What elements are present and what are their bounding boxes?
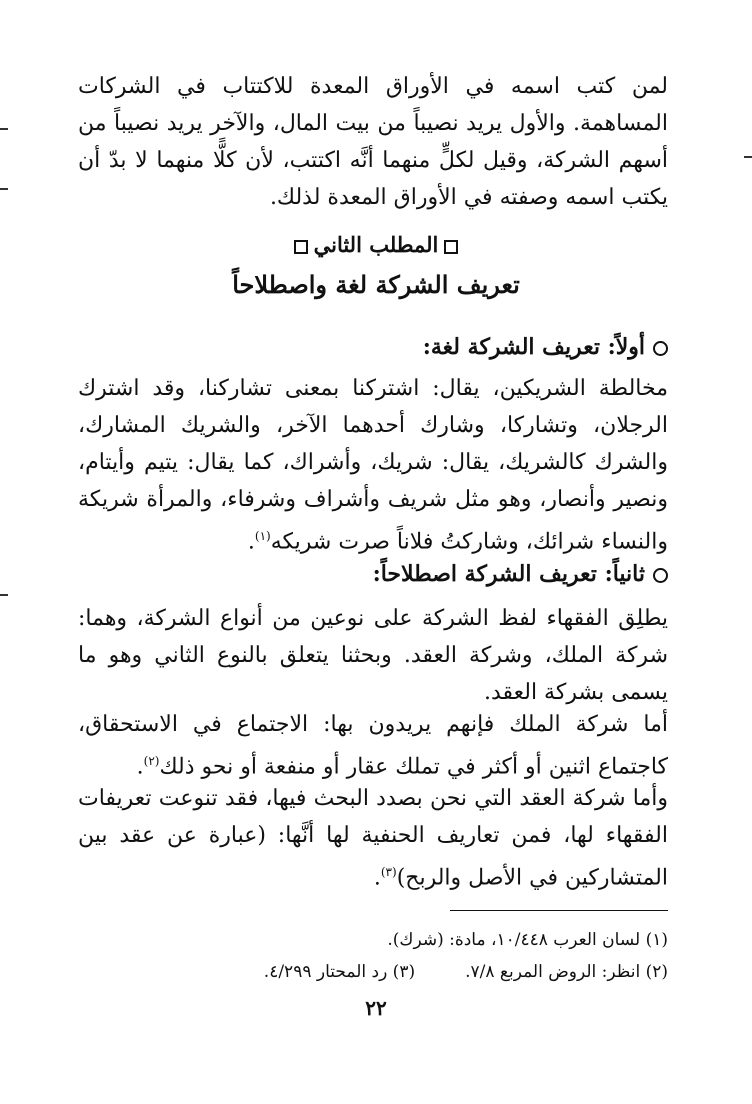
technical-paragraph-2: أما شركة الملك فإنهم يريدون بها: الاجتماع في الاستحقاق، كاجتماع اثنين أو أكثر في تملك عقار أو منفعة أو نحو ذلك$^{(٢)}$. xyxy=(78,712,668,780)
footnote-row xyxy=(78,956,668,988)
intro-paragraph: لمن كتب اسمه في الأوراق المعدة للاكتتاب في الشركات المساهمة. والأول يريد نصيباً من بيت المال، والآخر يريد نصيباً من أسهم الشركة، وقيل لكلٍّ منهما أنَّه اكتتب، لأن كلًّا منهما لا بدّ أن يكتب اسمه وصفته في الأوراق المعدة لذلك. xyxy=(78,74,668,210)
paragraph-text: أما شركة الملك فإنهم يريدون بها: الاجتماع في الاستحقاق، كاجتماع اثنين أو أكثر في تملك عقار أو منفعة أو نحو ذلك xyxy=(78,712,668,780)
square-bullet-icon xyxy=(444,240,458,254)
square-bullet-icon xyxy=(294,240,308,254)
margin-mark xyxy=(744,156,752,158)
footnote-2: (٢) انظر: الروض المربع ٧/٨. xyxy=(465,962,668,982)
footnotes xyxy=(78,924,668,988)
technical-paragraph-3: وأما شركة العقد التي نحن بصدد البحث فيها، فقد تنوعت تعريفات الفقهاء لها، فمن تعاريف الحنفية لها أنَّها: (عبارة عن عقد بين المتشاركين في الأصل والربح)$^{(٣)}$. xyxy=(78,786,668,891)
heading-text: ثانياً: تعريف الشركة اصطلاحاً: xyxy=(372,561,645,587)
footnote-ref: (٢) xyxy=(143,754,160,768)
footnote-ref: (١) xyxy=(254,529,271,543)
footnote-3: (٣) رد المحتار ٤/٢٩٩. xyxy=(263,962,416,982)
section-label-text: المطلب الثاني xyxy=(313,232,439,257)
footnote-divider xyxy=(450,910,668,911)
paragraph-text: وأما شركة العقد التي نحن بصدد البحث فيها، فقد تنوعت تعريفات الفقهاء لها، فمن تعاريف الحنفية لها أنَّها: (عبارة عن عقد بين المتشاركين في الأصل والربح) xyxy=(78,786,668,891)
technical-paragraph-1: يطلِق الفقهاء لفظ الشركة على نوعين من أنواع الشركة، وهما: شركة الملك، وشركة العقد. وبحثنا يتعلق بالنوع الثاني وهو ما يسمى بشركة العقد. xyxy=(78,606,668,705)
heading-linguistic-definition xyxy=(423,334,668,360)
footnote-ref: (٣) xyxy=(380,865,397,879)
page-number: ٢٢ xyxy=(365,996,387,1020)
section-label xyxy=(0,232,752,257)
heading-text: أولاً: تعريف الشركة لغة: xyxy=(422,334,645,360)
margin-mark xyxy=(0,594,8,596)
margin-mark xyxy=(0,128,8,130)
linguistic-paragraph: مخالطة الشريكين، يقال: اشتركنا بمعنى تشاركنا، وقد اشترك الرجلان، وتشاركا، وشارك أحدهما الآخر، والشريك المشارك، والشرك كالشريك، يقال: شريك، وأشراك، كما يقال: يتيم وأيتام، ونصير وأنصار، وهو مثل شريف وأشراف وشرفاء، والمرأة شريكة والنساء شرائك، وشاركتُ فلاناً صرت شريكه$^{(١)}$. xyxy=(78,376,668,555)
paragraph-text: مخالطة الشريكين، يقال: اشتركنا بمعنى تشاركنا، وقد اشترك الرجلان، وتشاركا، وشارك أحدهما الآخر، والشريك المشارك، والشرك كالشريك، يقال: شريك، وأشراك، كما يقال: يتيم وأيتام، ونصير وأنصار، وهو مثل شريف وأشراف وشرفاء، والمرأة شريكة والنساء شرائك، وشاركتُ فلاناً صرت شريكه xyxy=(78,376,668,555)
circle-bullet-icon xyxy=(653,568,668,583)
footnote-1: (١) لسان العرب ١٠/٤٤٨، مادة: (شرك). xyxy=(387,930,668,950)
heading-technical-definition xyxy=(373,561,668,587)
margin-mark xyxy=(0,188,8,190)
section-title: تعريف الشركة لغة واصطلاحاً xyxy=(232,270,520,299)
circle-bullet-icon xyxy=(653,341,668,356)
